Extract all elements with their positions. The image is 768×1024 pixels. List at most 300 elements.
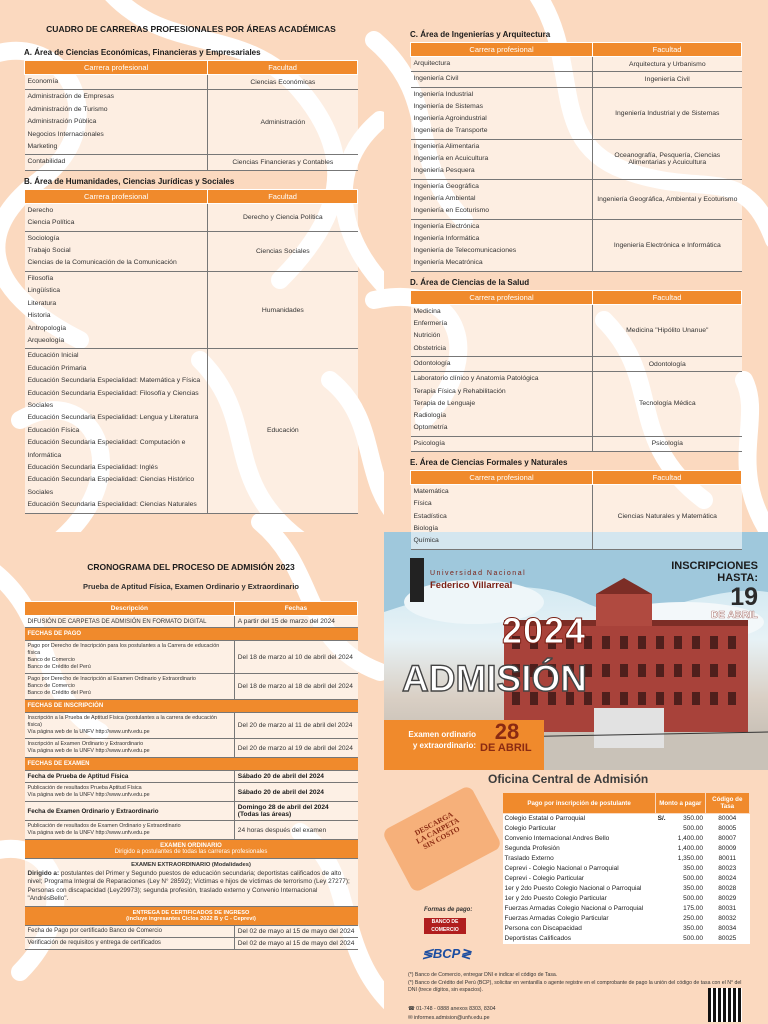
faculty-cell: Ciencias Económicas [208, 75, 358, 90]
career-list [411, 356, 593, 371]
payment-row [503, 844, 750, 854]
career-item: Psicología [413, 439, 445, 447]
col-faculty: Facultad [593, 43, 742, 57]
building-window [674, 664, 682, 677]
career-item: Ingeniería Electrónica [413, 222, 480, 230]
payment-amount-value: 175.00 [683, 905, 704, 912]
payment-amount-value: 500.00 [683, 895, 704, 902]
building-window [674, 692, 682, 705]
registration-day: 19 [730, 583, 758, 611]
building-window [728, 692, 736, 705]
registration-deadline [671, 560, 758, 621]
career-item: Ingeniería Ambiental [413, 194, 476, 202]
building-window [638, 664, 646, 677]
email-address: informes.admision@unfv.edu.pe [413, 1015, 490, 1021]
payment-amount-value: 500.00 [683, 825, 704, 832]
faculty-cell: Ingeniería Electrónica e Informática [593, 219, 742, 271]
schedule-group-header: ENTREGA DE CERTIFICADOS DE INGRESO (incluye ingresantes Ciclos 2022 B y C - Ceprevi) [25, 906, 358, 925]
payment-amount-value: 500.00 [683, 935, 704, 942]
email-contact [408, 1015, 490, 1021]
faculty-cell: Tecnología Médica [593, 372, 742, 436]
section-title: B. Área de Humanidades, Ciencias Jurídicas y Sociales [24, 176, 235, 186]
faculty-cell: Ciencias Sociales [208, 231, 358, 271]
registration-month: DE ABRIL [711, 610, 758, 621]
building-window [656, 692, 664, 705]
phone-icon: ☎ [408, 1006, 417, 1012]
career-list [25, 271, 208, 348]
payment-row [503, 864, 750, 874]
career-item: Administración Pública [27, 118, 97, 126]
building-window [728, 664, 736, 677]
career-list [25, 75, 208, 90]
career-item: Antropología [27, 324, 67, 332]
career-group-row [25, 75, 358, 90]
payment-table [502, 792, 750, 944]
payment-row [503, 854, 750, 864]
building-window [710, 636, 718, 649]
col-faculty: Facultad [208, 189, 358, 203]
career-item: Lingüística [27, 287, 60, 295]
extraordinary-lead: Dirigido a: [27, 869, 60, 877]
exam-day: 28 [494, 719, 520, 744]
career-group-row [411, 485, 742, 549]
building-window [602, 636, 610, 649]
career-group-row [411, 139, 742, 179]
career-item: Marketing [27, 143, 58, 151]
careers-title: CUADRO DE CARRERAS PROFESIONALES POR ÁREAS ACADÉMICAS [46, 24, 336, 34]
career-list [411, 436, 593, 451]
banner-sub: Dirigido a postulantes de todas las carreras profesionales [114, 849, 268, 855]
career-group-row [25, 203, 358, 231]
career-group-row [411, 304, 742, 356]
career-list [411, 372, 593, 436]
schedule-desc: Fecha de Examen Ordinario y Extraordinario [25, 802, 235, 821]
schedule-group-header: FECHAS DE PAGO [25, 628, 358, 641]
building-window [710, 664, 718, 677]
building-window [728, 636, 736, 649]
career-item: Educación Secundaria Especialidad: Ciencias Histórico Sociales [27, 476, 195, 496]
download-tag [381, 785, 502, 894]
payment-amount-value: 350.00 [683, 925, 704, 932]
careers-table [410, 290, 742, 452]
career-item: Historia [27, 312, 51, 320]
admission-heading: ADMISIÓN [402, 658, 587, 699]
registration-label: INSCRIPCIONES [671, 560, 758, 572]
building-window [692, 636, 700, 649]
payment-note-2: (*) Banco de Crédito del Perú (BCP), solicitar en ventanilla o agente registre en el comprobante de pago la unión del código de tasa con el N° del DNI (trece dígitos, sin espacios). [408, 980, 742, 993]
faculty-cell: Ciencias Financieras y Contables [208, 155, 358, 170]
schedule-date: Del 20 de marzo al 19 de abril del 2024 [234, 739, 357, 758]
career-item: Terapia de Lenguaje [413, 399, 476, 407]
payment-note-1: (*) Banco de Comercio, entregar DNI e indicar el código de Tasa. [408, 972, 558, 978]
career-list [411, 57, 593, 72]
payment-type: Convenio Internacional Andres Bello [504, 835, 610, 842]
building-window [638, 636, 646, 649]
career-item: Ingeniería Civil [413, 75, 459, 83]
schedule-date: 24 horas después del examen [234, 821, 357, 840]
payment-code: 80028 [718, 885, 737, 892]
schedule-desc: Pago por Derecho de Inscripción al Examen Ordinario y Extraordinario Banco de Comercio Banco de Crédito del Perú [25, 674, 235, 700]
schedule-desc: Pago por Derecho de Inscripción para los postulantes a la Carrera de educación física Banco de Comercio Banco de Crédito del Perú [25, 641, 235, 674]
career-item: Obstetricia [413, 344, 446, 352]
banner-title: EXAMEN ORDINARIO [160, 843, 222, 849]
unfv-logo-icon [410, 558, 424, 602]
payment-amount [656, 864, 705, 874]
payment-code: 80009 [718, 845, 737, 852]
schedule-row [25, 758, 358, 771]
payment-amount [656, 844, 705, 854]
bcp-logo: ≶BCP≷ [422, 946, 472, 961]
faculty-cell: Ciencias Naturales y Matemática [593, 485, 742, 549]
career-list [411, 72, 593, 87]
section-title: E. Área de Ciencias Formales y Naturales [410, 458, 568, 468]
career-item: Administración de Empresas [27, 93, 115, 101]
career-group-row [411, 179, 742, 219]
col-career: Carrera profesional [25, 189, 208, 203]
payment-code: 80031 [718, 905, 737, 912]
pay-header: Pago por inscripción de postulante [503, 793, 656, 814]
career-item: Estadística [413, 512, 447, 520]
schedule-date: A partir del 15 de marzo del 2024 [234, 616, 357, 628]
amount-header: Monto a pagar [656, 793, 705, 814]
schedule-subtitle: Prueba de Aptitud Física, Examen Ordinario y Extraordinario [82, 582, 300, 591]
schedule-table [24, 601, 358, 950]
payment-row [503, 824, 750, 834]
career-item: Radiología [413, 412, 446, 420]
building-window [602, 692, 610, 705]
payment-type: Deportistas Calificados [504, 935, 571, 942]
faculty-cell: Educación [208, 349, 358, 513]
payment-row [503, 924, 750, 934]
payment-type: 1er y 2do Puesto Colegio Nacional o Parroquial [504, 885, 642, 892]
career-group-row [25, 90, 358, 155]
schedule-row [25, 840, 358, 859]
building-window [710, 692, 718, 705]
career-group-row [411, 72, 742, 87]
payment-amount-value: 500.00 [683, 875, 704, 882]
schedule-row [25, 674, 358, 700]
career-item: Ingeniería en Ecoturismo [413, 207, 490, 215]
building-window [692, 664, 700, 677]
careers-panel-left [0, 0, 382, 530]
career-item: Educación Secundaria Especialidad: Matemática y Física [27, 377, 201, 385]
schedule-desc: Verificación de requisitos y entrega de certificados [25, 937, 235, 949]
university-name-line1: Universidad Nacional [430, 570, 527, 577]
admission-brochure [384, 532, 768, 1024]
payment-type: Segunda Profesión [504, 845, 560, 852]
schedule-banner [25, 840, 358, 859]
payment-amount [656, 924, 705, 934]
university-name-line2: Federico Villarreal [430, 580, 513, 591]
payment-code: 80023 [718, 865, 737, 872]
building-window [620, 692, 628, 705]
payment-code: 80025 [718, 935, 737, 942]
admission-year: 2024 [502, 610, 587, 651]
career-group-row [411, 87, 742, 139]
payment-amount-value: 250.00 [683, 915, 704, 922]
schedule-row [25, 628, 358, 641]
career-item: Química [413, 537, 439, 545]
extraordinary-text [28, 870, 355, 904]
payment-code: 80034 [718, 925, 737, 932]
office-title: Oficina Central de Admisión [488, 772, 649, 786]
career-item: Educación Primaria [27, 364, 87, 372]
payment-code: 80032 [718, 915, 737, 922]
schedule-row [25, 616, 358, 628]
schedule-row [25, 925, 358, 937]
career-item: Ingeniería Geográfica [413, 182, 479, 190]
career-item: Física [413, 500, 432, 508]
career-list [411, 219, 593, 271]
career-item: Educación Secundaria Especialidad: Computación e Informática [27, 439, 186, 459]
payment-code: 80007 [718, 835, 737, 842]
faculty-cell: Psicología [593, 436, 742, 451]
col-career: Carrera profesional [411, 43, 593, 57]
career-item: Ingeniería Alimentaria [413, 142, 480, 150]
schedule-desc: Inscripción al Examen Ordinario y Extraordinario Vía página web de la UNFV http://www.unfv.edu.pe [25, 739, 235, 758]
payment-code: 80011 [718, 855, 737, 862]
schedule-panel [0, 532, 382, 1024]
qr-code-icon[interactable] [708, 988, 742, 1022]
payment-row [503, 894, 750, 904]
schedule-row [25, 641, 358, 674]
career-item: Matemática [413, 488, 449, 496]
schedule-date: Del 20 de marzo al 11 de abril del 2024 [234, 713, 357, 739]
career-item: Nutrición [413, 332, 441, 340]
payment-type: Colegio Estatal o Parroquial [504, 815, 586, 822]
payment-amount [656, 934, 705, 944]
exam-label: Examen ordinario y extraordinario: [408, 730, 476, 750]
career-list [25, 349, 208, 513]
phone-contact [408, 1006, 496, 1012]
payment-amount [656, 814, 705, 825]
schedule-title: CRONOGRAMA DEL PROCESO DE ADMISIÓN 2023 [87, 562, 295, 572]
career-item: Terapia Física y Rehabilitación [413, 387, 506, 395]
career-list [411, 304, 593, 356]
exam-month: DE ABRIL [480, 742, 532, 754]
payment-amount [656, 854, 705, 864]
extraordinary-body: postulantes del Primer y Segundo puestos de educación secundaria; deportistas calificados de alto nivel; Programa Integral de Reparaciones (Ley N° 28592); Víctimas e hijos de víctimas de terrorismo (Ley 27277); Personas con discapacidad (Ley29973); segunda profesión, traslado externo y Convenio Internacional "AndrésBello". [27, 869, 350, 902]
career-item: Trabajo Social [27, 247, 71, 255]
schedule-desc: Fecha de Prueba de Aptitud Física [25, 771, 235, 783]
career-item: Educación Física [27, 426, 80, 434]
payment-code: 80004 [718, 815, 737, 822]
schedule-col-dates: Fechas [234, 602, 357, 616]
career-item: Educación Secundaria Especialidad: Filosofía y Ciencias Sociales [27, 389, 199, 409]
payment-type: Persona con Discapacidad [504, 925, 582, 932]
schedule-desc: Inscripción a la Prueba de Aptitud Física (postulantes a la carrera de educación física) Vía página web de la UNFV http://www.unfv.edu.pe [25, 713, 235, 739]
career-item: Ingeniería Industrial [413, 90, 474, 98]
col-career: Carrera profesional [25, 61, 208, 75]
schedule-date: Del 02 de mayo al 15 de mayo del 2024 [234, 925, 357, 937]
payment-amount [656, 904, 705, 914]
career-item: Ingeniería Informática [413, 234, 480, 242]
career-group-row [411, 372, 742, 436]
currency-symbol: S/. [657, 815, 666, 822]
col-faculty: Facultad [593, 471, 742, 485]
schedule-desc: Publicación de resultados Prueba Aptitud Física Vía página web de la UNFV http://www.unfv.edu.pe [25, 783, 235, 802]
payment-row [503, 834, 750, 844]
career-item: Contabilidad [27, 158, 66, 166]
faculty-cell: Derecho y Ciencia Política [208, 203, 358, 231]
faculty-cell: Administración [208, 90, 358, 155]
faculty-cell: Humanidades [208, 271, 358, 348]
schedule-row [25, 783, 358, 802]
building-window [692, 692, 700, 705]
schedule-row [25, 771, 358, 783]
schedule-row [25, 700, 358, 713]
career-list [411, 179, 593, 219]
careers-table [410, 42, 742, 272]
schedule-row [25, 802, 358, 821]
section-title: A. Área de Ciencias Económicas, Financieras y Empresariales [24, 48, 261, 57]
building-window [620, 664, 628, 677]
career-group-row [25, 349, 358, 513]
payment-amount [656, 884, 705, 894]
career-item: Educación Secundaria Especialidad: Lengua y Literatura [27, 414, 199, 422]
payment-amount-value: 1,350.00 [677, 855, 704, 862]
schedule-row [25, 859, 358, 907]
payment-amount-value: 1,400.00 [677, 835, 704, 842]
schedule-row [25, 821, 358, 840]
career-item: Enfermería [413, 320, 448, 328]
career-item: Filosofía [27, 274, 54, 282]
payment-type: Ceprevi - Colegio Particular [504, 875, 584, 882]
registration-until: HASTA: [717, 572, 758, 584]
career-group-row [25, 155, 358, 170]
careers-panel-right [384, 0, 768, 545]
payment-type: Traslado Externo [504, 855, 554, 862]
career-item: Educación Secundaria Especialidad: Ciencias Naturales [27, 501, 197, 509]
career-list [25, 231, 208, 271]
payment-row [503, 874, 750, 884]
extraordinary-exam-cell [25, 859, 358, 907]
careers-table [410, 470, 742, 549]
payment-methods-label: Formas de pago: [424, 907, 473, 913]
career-item: Ingeniería Agroindustrial [413, 115, 487, 123]
payment-row [503, 814, 750, 825]
schedule-row [25, 713, 358, 739]
schedule-desc: DIFUSIÓN DE CARPETAS DE ADMISIÓN EN FORMATO DIGITAL [25, 616, 235, 628]
career-item: Literatura [27, 299, 57, 307]
careers-sections-left [24, 48, 358, 514]
careers-sections-right [410, 30, 742, 550]
schedule-date: Domingo 28 de abril del 2024 (Todas las áreas) [234, 802, 357, 821]
career-list [411, 139, 593, 179]
career-item: Ingeniería de Sistemas [413, 102, 484, 110]
schedule-date: Del 02 de mayo al 15 de mayo del 2024 [234, 937, 357, 949]
faculty-cell: Ingeniería Geográfica, Ambiental y Ecoturismo [593, 179, 742, 219]
faculty-cell: Oceanografía, Pesquería, Ciencias Alimentarias y Acuicultura [593, 139, 742, 179]
career-item: Laboratorio clínico y Anatomía Patológica [413, 375, 539, 383]
building-window [656, 636, 664, 649]
banco-comercio-logo: BANCO DE COMERCIO [424, 918, 466, 934]
schedule-date: Del 18 de marzo al 18 de abril del 2024 [234, 674, 357, 700]
code-header: Código de Tasa [705, 793, 749, 814]
career-item: Medicina [413, 307, 441, 315]
payment-amount [656, 914, 705, 924]
career-item: Educación Inicial [27, 352, 79, 360]
admission-poster [384, 532, 768, 770]
payment-type: Fuerzas Armadas Colegio Nacional o Parroquial [504, 905, 644, 912]
payment-row [503, 904, 750, 914]
payment-row [503, 884, 750, 894]
career-item: Ciencias de la Comunicación de la Comunicación [27, 259, 177, 267]
schedule-row [25, 739, 358, 758]
career-item: Arqueología [27, 336, 65, 344]
download-tag-text: DESCARGA LA CARPETA SIN COSTO [413, 809, 462, 852]
schedule-desc: Fecha de Pago por certificado Banco de Comercio [25, 925, 235, 937]
building-window [638, 692, 646, 705]
payment-code: 80005 [718, 825, 737, 832]
payment-row [503, 934, 750, 944]
career-item: Ingeniería de Telecomunicaciones [413, 247, 517, 255]
career-list [25, 155, 208, 170]
schedule-row [25, 906, 358, 925]
payment-amount [656, 824, 705, 834]
career-item: Ingeniería Pesquera [413, 167, 475, 175]
career-item: Ciencia Política [27, 219, 75, 227]
schedule-group-header: FECHAS DE EXAMEN [25, 758, 358, 771]
career-item: Odontología [413, 359, 451, 367]
col-faculty: Facultad [593, 290, 742, 304]
col-faculty: Facultad [208, 61, 358, 75]
building-window [656, 664, 664, 677]
mail-icon: ✉ [408, 1015, 414, 1021]
career-item: Ingeniería en Acuicultura [413, 155, 489, 163]
col-career: Carrera profesional [411, 471, 593, 485]
career-item: Economía [27, 78, 59, 85]
col-career: Carrera profesional [411, 290, 593, 304]
schedule-group-header: FECHAS DE INSCRIPCIÓN [25, 700, 358, 713]
faculty-cell: Arquitectura y Urbanismo [593, 57, 742, 72]
career-item: Optometría [413, 424, 448, 432]
schedule-date: Sábado 20 de abril del 2024 [234, 783, 357, 802]
payment-code: 80024 [718, 875, 737, 882]
schedule-date: Sábado 20 de abril del 2024 [234, 771, 357, 783]
phone-number: 01-748 - 0888 anexos 8303, 8304 [416, 1006, 496, 1012]
career-group-row [411, 356, 742, 371]
career-group-row [25, 271, 358, 348]
career-item: Derecho [27, 206, 54, 214]
faculty-cell: Odontología [593, 356, 742, 371]
faculty-cell: Ingeniería Civil [593, 72, 742, 87]
payment-type: 1er y 2do Puesto Colegio Particular [504, 895, 607, 902]
careers-table [24, 60, 358, 171]
career-item: Sociología [27, 234, 60, 242]
schedule-desc: Publicación de resultados de Examen Ordinario y Extraordinario Vía página web de la UNFV http://www.unfv.edu.pe [25, 821, 235, 840]
career-item: Educación Secundaria Especialidad: Inglés [27, 463, 158, 471]
schedule-row [25, 937, 358, 949]
careers-table [24, 189, 358, 514]
building-window [620, 636, 628, 649]
payment-type: Ceprevi - Colegio Nacional o Parroquial [504, 865, 619, 872]
payment-code: 80029 [718, 895, 737, 902]
faculty-cell: Medicina "Hipólito Unanue" [593, 304, 742, 356]
career-list [25, 203, 208, 231]
career-group-row [411, 436, 742, 451]
career-list [411, 485, 593, 549]
payment-amount-value: 350.00 [683, 865, 704, 872]
career-item: Administración de Turismo [27, 105, 108, 113]
payment-row [503, 914, 750, 924]
career-list [411, 87, 593, 139]
payment-amount [656, 894, 705, 904]
payment-type: Colegio Particular [504, 825, 556, 832]
career-item: Ingeniería de Transporte [413, 127, 488, 135]
building-window [674, 636, 682, 649]
career-list [25, 90, 208, 155]
